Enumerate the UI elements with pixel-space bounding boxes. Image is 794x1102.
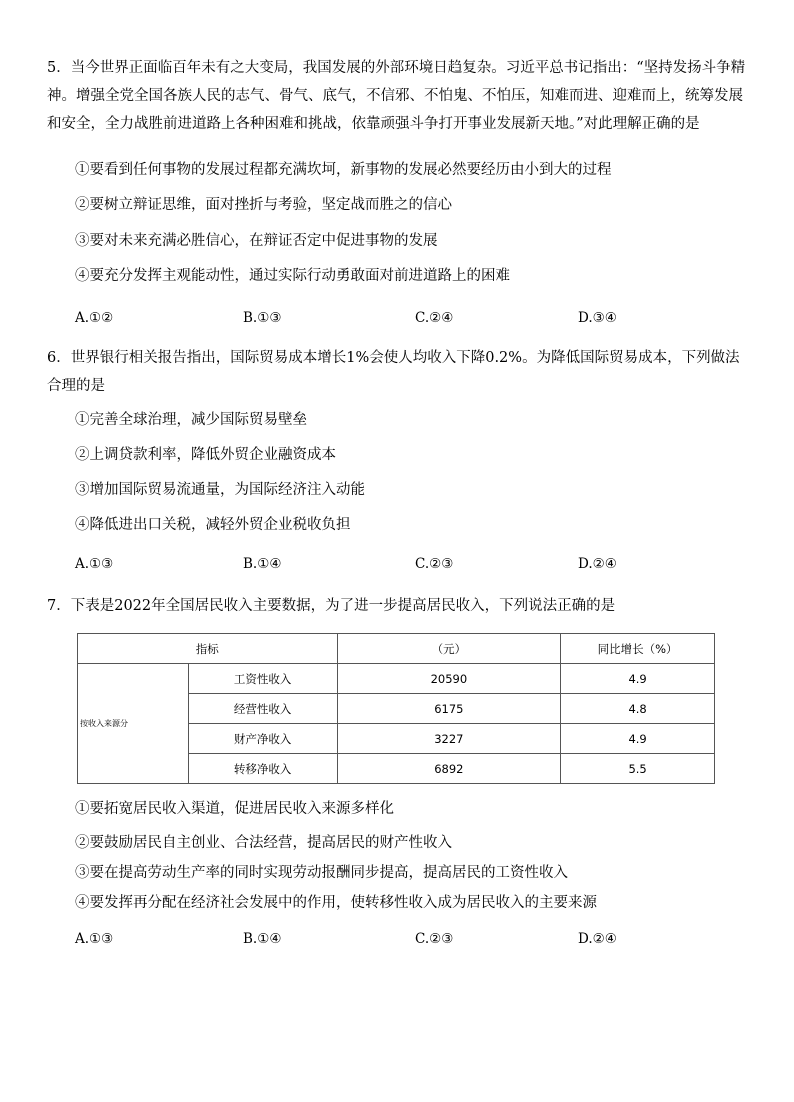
row-growth: 4.9 (561, 664, 715, 694)
income-data-table (77, 633, 715, 784)
question-7-item-1: ①要拓宽居民收入渠道，促进居民收入来源多样化 (75, 801, 394, 817)
question-7-choice-a: A.①③ (75, 931, 114, 947)
question-5-choice-b: B.①③ (243, 310, 282, 326)
row-name: 工资性收入 (188, 664, 337, 694)
row-name: 财产净收入 (188, 724, 337, 754)
question-6-stem: 6．世界银行相关报告指出，国际贸易成本增长1%会使人均收入下降0.2%。为降低国际贸易成本，下列做法合理的是 (47, 350, 740, 394)
row-growth: 4.9 (561, 724, 715, 754)
row-amount: 6175 (337, 694, 561, 724)
question-5-item-3: ③要对未来充满必胜信心，在辩证否定中促进事物的发展 (75, 233, 438, 249)
question-6-choice-d: D.②④ (578, 556, 617, 572)
question-5-item-2: ②要树立辩证思维，面对挫折与考验，坚定战而胜之的信心 (75, 197, 452, 213)
question-7-item-4: ④要发挥再分配在经济社会发展中的作用，使转移性收入成为居民收入的主要来源 (75, 895, 597, 911)
question-6-choice-b: B.①④ (243, 556, 282, 572)
question-5-item-1: ①要看到任何事物的发展过程都充满坎坷，新事物的发展必然要经历由小到大的过程 (75, 162, 612, 178)
header-amount: （元） (337, 634, 561, 664)
table-row (78, 664, 715, 694)
question-6-choice-c: C.②③ (415, 556, 454, 572)
question-7-choice-c: C.②③ (415, 931, 454, 947)
question-7-stem: 7．下表是2022年全国居民收入主要数据，为了进一步提高居民收入，下列说法正确的是 (47, 598, 616, 614)
header-growth: 同比增长（%） (561, 634, 715, 664)
row-growth: 5.5 (561, 754, 715, 784)
question-6-item-1: ①完善全球治理，减少国际贸易壁垒 (75, 412, 307, 428)
row-amount: 6892 (337, 754, 561, 784)
question-7-item-2: ②要鼓励居民自主创业、合法经营，提高居民的财产性收入 (75, 835, 452, 851)
row-growth: 4.8 (561, 694, 715, 724)
question-6-item-2: ②上调贷款利率，降低外贸企业融资成本 (75, 447, 336, 463)
row-name: 经营性收入 (188, 694, 337, 724)
table-header-row (78, 634, 715, 664)
row-amount: 3227 (337, 724, 561, 754)
question-7-item-3: ③要在提高劳动生产率的同时实现劳动报酬同步提高，提高居民的工资性收入 (75, 865, 568, 881)
question-5-choice-d: D.③④ (578, 310, 617, 326)
question-6-choice-a: A.①③ (75, 556, 114, 572)
group-label: 按收入来源分 (78, 664, 189, 784)
question-5-choice-c: C.②④ (415, 310, 454, 326)
question-5-choice-a: A.①② (75, 310, 114, 326)
question-6-item-3: ③增加国际贸易流通量，为国际经济注入动能 (75, 482, 365, 498)
row-name: 转移净收入 (188, 754, 337, 784)
header-indicator: 指标 (78, 634, 338, 664)
question-7-choice-d: D.②④ (578, 931, 617, 947)
question-5-stem: 5．当今世界正面临百年未有之大变局，我国发展的外部环境日趋复杂。习近平总书记指出：“坚持发扬斗争精神。增强全党全国各族人民的志气、骨气、底气，不信邪、不怕鬼、不怕压，知难而进、迎难而上，统筹发展和安全，全力战胜前进道路上各种困难和挑战，依靠顽强斗争打开事业发展新天地。”对此理解正确的是 (47, 60, 746, 132)
row-amount: 20590 (337, 664, 561, 694)
question-6-item-4: ④降低进出口关税，减轻外贸企业税收负担 (75, 517, 351, 533)
question-7-choice-b: B.①④ (243, 931, 282, 947)
question-5-item-4: ④要充分发挥主观能动性，通过实际行动勇敢面对前进道路上的困难 (75, 268, 510, 284)
